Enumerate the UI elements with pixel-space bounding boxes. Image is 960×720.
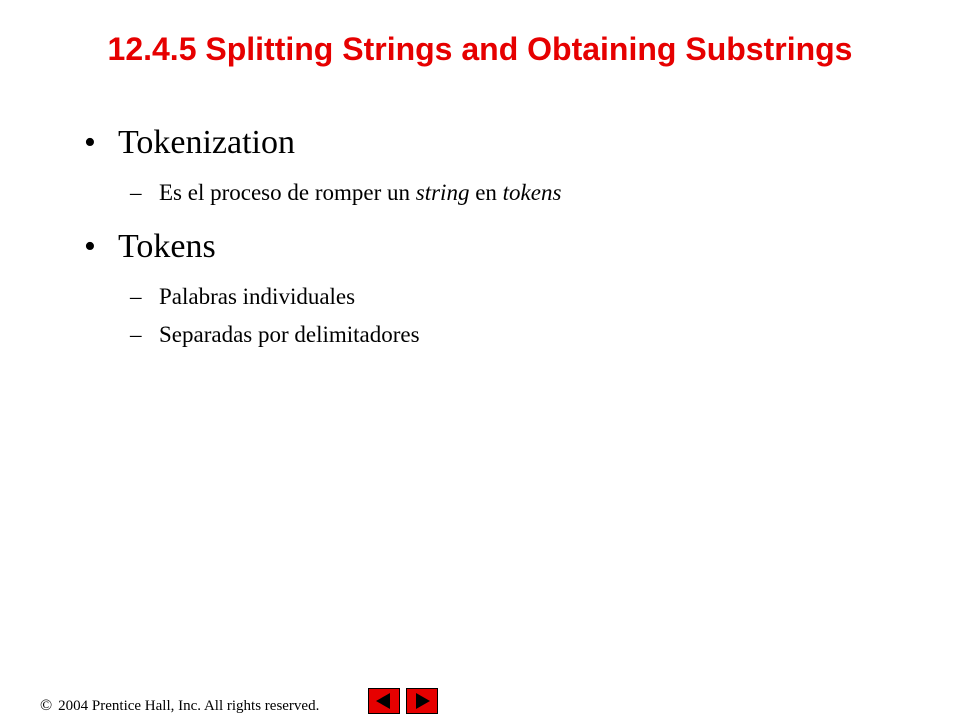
copyright-text: 2004 Prentice Hall, Inc. All rights reserved. [58,698,320,714]
sub-bullet-item [118,278,960,316]
bullet-item [0,222,960,354]
bullet-text: Tokens [118,228,216,265]
bullet-item [0,118,960,212]
bullet-marker: • [84,228,96,265]
sub-bullet-text-part: en [469,180,503,205]
bullet-marker: • [84,124,96,161]
arrow-left-icon [369,689,399,713]
sub-bullet-text-part: Es el proceso de romper un [159,180,416,205]
copyright-symbol: © [40,697,53,714]
sub-bullet-text: Palabras individuales [159,284,356,309]
sub-bullet-text-part-italic: string [415,180,470,205]
sub-bullet-list [118,174,960,212]
arrow-right-icon [407,689,437,713]
sub-bullet-marker: – [130,180,142,205]
bullet-list [0,118,960,364]
sub-bullet-list [118,278,960,354]
sub-bullet-text-part-italic: tokens [502,180,562,205]
next-slide-button[interactable] [406,688,438,714]
sub-bullet-marker: – [130,322,142,347]
sub-bullet-marker: – [130,284,142,309]
bullet-text: Tokenization [118,124,296,161]
sub-bullet-text: Separadas por delimitadores [159,322,420,347]
sub-bullet-item [118,316,960,354]
previous-slide-button[interactable] [368,688,400,714]
copyright-footer [40,696,319,716]
sub-bullet-item [118,174,960,212]
slide-title: 12.4.5 Splitting Strings and Obtaining Substrings [107,31,853,67]
